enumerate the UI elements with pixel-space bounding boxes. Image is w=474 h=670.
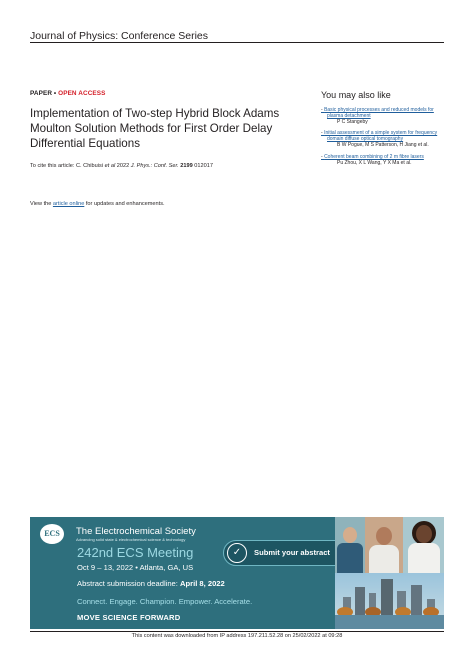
view-prefix: View the <box>30 201 53 207</box>
related-item-link[interactable]: - Coherent beam combining of 2 m fibre lasers <box>321 155 446 161</box>
cite-volume: 2199 <box>180 163 193 169</box>
related-item <box>321 155 446 167</box>
paper-type-label <box>30 90 300 97</box>
related-item <box>321 108 446 125</box>
journal-name: Journal of Physics: Conference Series <box>30 30 209 42</box>
banner-text-panel <box>30 517 335 629</box>
banner-photo <box>335 517 444 629</box>
header-divider <box>30 42 444 43</box>
article-online-link[interactable]: article online <box>52 201 85 207</box>
submit-abstract-label: Submit your abstract <box>254 548 330 557</box>
person-photo-icon <box>335 517 365 573</box>
ecs-advertisement-banner[interactable] <box>30 517 444 629</box>
view-online-line <box>30 201 300 207</box>
banner-slogan: Connect. Engage. Champion. Empower. Accelerate. <box>77 597 253 606</box>
open-access-label: OPEN ACCESS <box>58 90 106 97</box>
meeting-dates: Oct 9 – 13, 2022 • Atlanta, GA, US <box>77 563 194 572</box>
related-item-link[interactable]: - Basic physical processes and reduced models for plasma detachment <box>321 108 446 120</box>
article-title: Implementation of Two-step Hybrid Block Adams Moulton Solution Methods for First Order Delay Differential Equations <box>30 107 280 150</box>
deadline-date: April 8, 2022 <box>180 579 225 588</box>
related-item-link[interactable]: - Initial assessment of a simple system for frequency domain diffuse optical tomography <box>321 131 446 143</box>
download-footer: This content was downloaded from IP address 197.211.52.28 on 25/02/2022 at 09:28 <box>131 633 343 639</box>
related-item-authors: B W Pogue, M S Patterson, H Jiang et al. <box>337 141 429 148</box>
ecs-tagline: Advancing solid state & electrochemical science & technology <box>76 537 186 542</box>
ecs-org-name: The Electrochemical Society <box>76 526 196 537</box>
cite-article: 012017 <box>192 163 213 169</box>
related-articles <box>321 90 446 172</box>
related-heading: You may also like <box>321 90 391 100</box>
footer-divider <box>30 631 444 632</box>
cite-prefix: To cite this article: C. Chibuisi <box>30 163 105 169</box>
related-item-authors: Pu Zhou, X L Wang, Y X Ma et al. <box>337 159 412 166</box>
paper-label-text: PAPER <box>30 90 53 97</box>
cite-year: 2022 <box>115 163 131 169</box>
city-skyline-image <box>335 573 444 629</box>
related-item-authors: P C Stangeby <box>337 118 368 125</box>
submit-abstract-button[interactable] <box>223 540 349 566</box>
meeting-title: 242nd ECS Meeting <box>77 545 194 560</box>
person-photo-icon <box>403 517 444 573</box>
submission-deadline <box>77 579 225 588</box>
article-info <box>30 90 300 207</box>
deadline-prefix: Abstract submission deadline: <box>77 579 180 588</box>
cite-journal: J. Phys.: Conf. Ser. <box>130 163 179 169</box>
cite-etal: et al <box>104 163 116 169</box>
ecs-logo-icon: ECS <box>40 524 64 544</box>
check-icon: ✓ <box>227 543 247 563</box>
citation <box>30 163 300 169</box>
related-item <box>321 131 446 148</box>
banner-cta-text: MOVE SCIENCE FORWARD <box>77 613 181 622</box>
view-suffix: for updates and enhancements. <box>84 201 165 207</box>
person-photo-icon <box>365 517 403 573</box>
label-separator: • <box>52 90 59 97</box>
related-list <box>321 108 446 166</box>
